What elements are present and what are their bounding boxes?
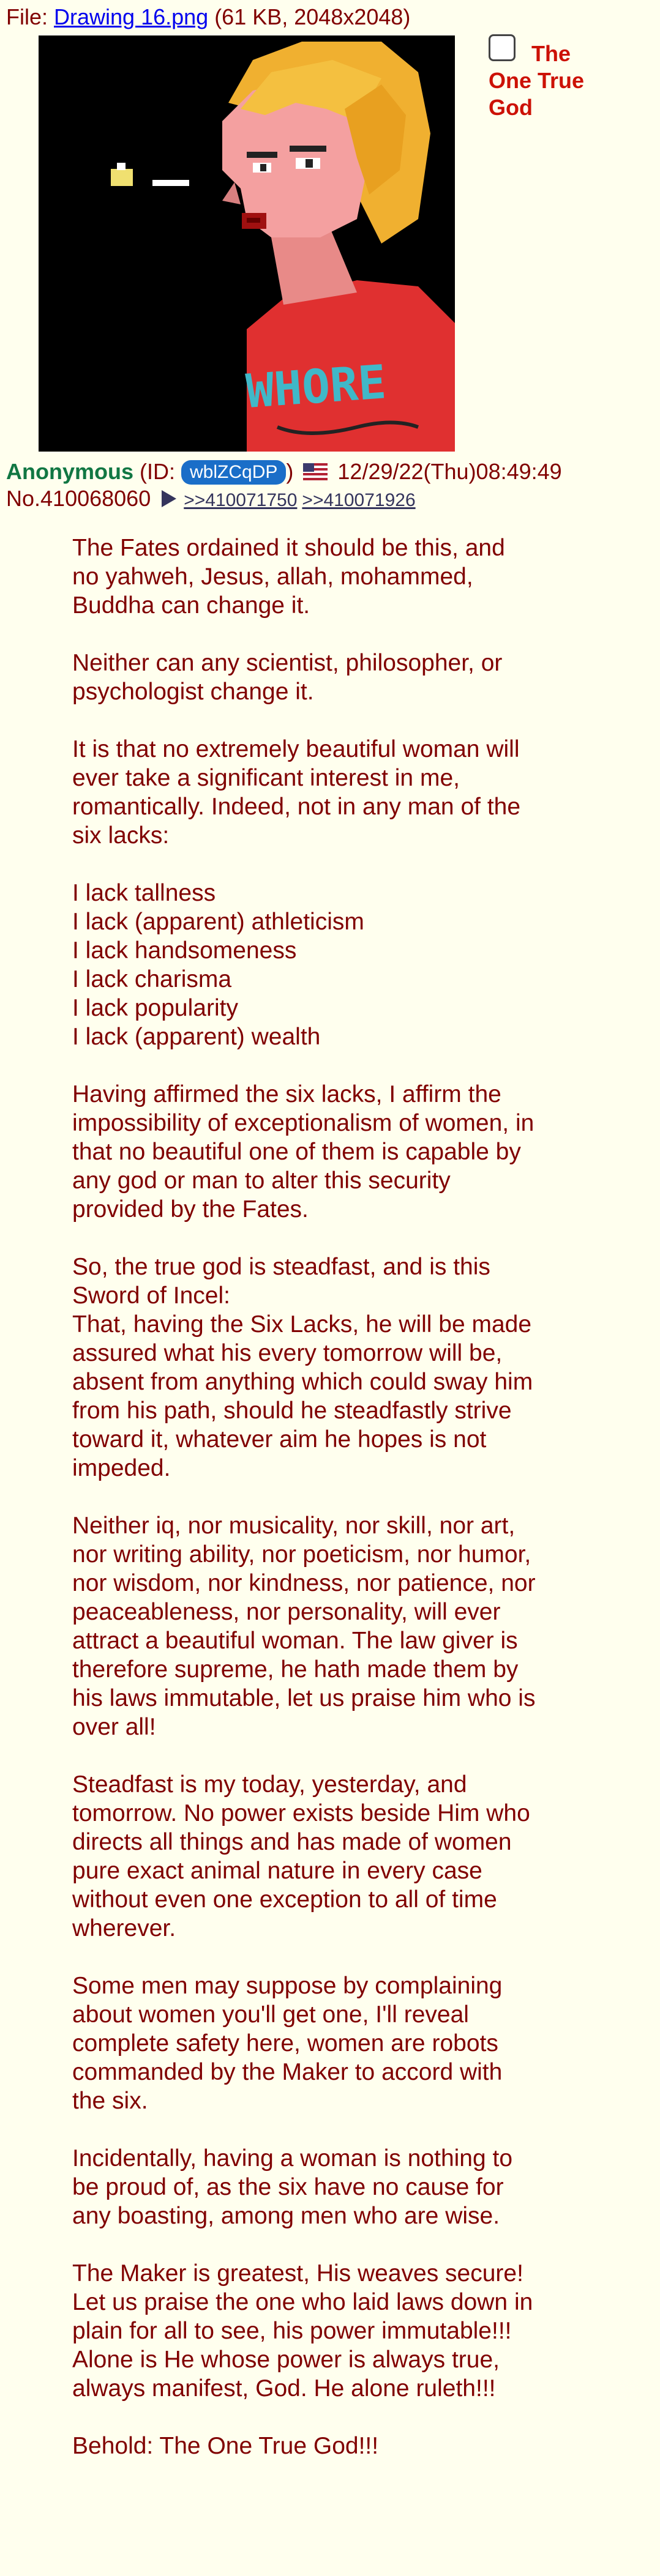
lack-item: I lack charisma (72, 966, 232, 992)
backlink[interactable]: >>410071926 (302, 490, 416, 510)
poster-id-badge[interactable]: wblZCqDP (181, 460, 286, 485)
message-paragraph: That, having the Six Lacks, he will be made assured what his every tomorrow will be, absent from anything which could sway him from his path, should he steadfastly strive toward it, whatever aim he hopes is not impeded. (72, 1311, 533, 1481)
message-paragraph: The Maker is greatest, His weaves secure! Let us praise the one who laid laws down in plain for all to see, his power immutable!!! Alone is He whose power is always true, always manifest, God. He alone ruleth!!! (72, 2260, 533, 2402)
lack-item: I lack (apparent) wealth (72, 1024, 321, 1050)
lack-item: I lack handsomeness (72, 937, 297, 964)
post-number[interactable]: No.410068060 (6, 486, 151, 511)
six-lacks-list (72, 879, 538, 1051)
shirt-text: WHORE (244, 354, 388, 419)
file-link[interactable]: Drawing 16.png (54, 4, 209, 29)
id-open: (ID: (133, 459, 182, 484)
message-paragraph: Steadfast is my today, yesterday, and tomorrow. No power exists beside Him who directs all things and has made of women pure exact animal nature in every case without even one exception to all of time wherever. (72, 1771, 530, 1941)
post-meta (6, 458, 562, 486)
message-paragraph: Behold: The One True God!!! (72, 2433, 379, 2459)
file-info (6, 2, 410, 32)
message-paragraph: Incidentally, having a woman is nothing to be proud of, as the six have no cause for any boasting, among men who are wise. (72, 2145, 513, 2229)
file-prefix: File: (6, 4, 54, 29)
message-paragraph: Some men may suppose by complaining about women you'll get one, I'll reveal complete safety here, women are robots commanded by the Maker to accord with the six. (72, 1973, 503, 2114)
id-close: ) (286, 459, 294, 484)
message-paragraph: Having affirmed the six lacks, I affirm the impossibility of exceptionalism of women, in that no beautiful one of them is capable by any god or man to alter this security provided by the Fates. (72, 1081, 534, 1223)
message-paragraph: Neither iq, nor musicality, nor skill, nor art, nor writing ability, nor poeticism, nor humor, nor wisdom, nor kindness, nor patience, nor peaceableness, nor personality, will ever attract a beautiful woman. The law giver is therefore supreme, he hath made them by his laws immutable, let us praise him who is over all! (72, 1513, 536, 1740)
poster-name: Anonymous (6, 459, 134, 484)
message-paragraph: It is that no extremely beautiful woman will ever take a significant interest in me, romantically. Indeed, not in any man of the six lacks: (72, 736, 521, 849)
post-image[interactable] (39, 35, 455, 452)
post-subject: The One True God (489, 41, 585, 120)
message-paragraph: The Fates ordained it should be this, and no yahweh, Jesus, allah, mohammed, Buddha can change it. (72, 535, 505, 619)
post-message (72, 534, 538, 2489)
pixel-art-drawing (39, 35, 455, 452)
post-menu-arrow-icon[interactable] (162, 490, 176, 507)
file-details: (61 KB, 2048x2048) (208, 4, 411, 29)
backlink[interactable]: >>410071750 (184, 490, 298, 510)
post-number-line (6, 485, 421, 515)
post-datetime: 12/29/22(Thu)08:49:49 (331, 459, 562, 484)
us-flag-icon (303, 459, 328, 476)
lack-item: I lack (apparent) athleticism (72, 909, 364, 935)
message-paragraph: So, the true god is steadfast, and is this Sword of Incel: (72, 1254, 490, 1309)
lack-item: I lack popularity (72, 995, 238, 1021)
lack-item: I lack tallness (72, 880, 216, 906)
message-paragraph: Neither can any scientist, philosopher, or psychologist change it. (72, 650, 503, 705)
